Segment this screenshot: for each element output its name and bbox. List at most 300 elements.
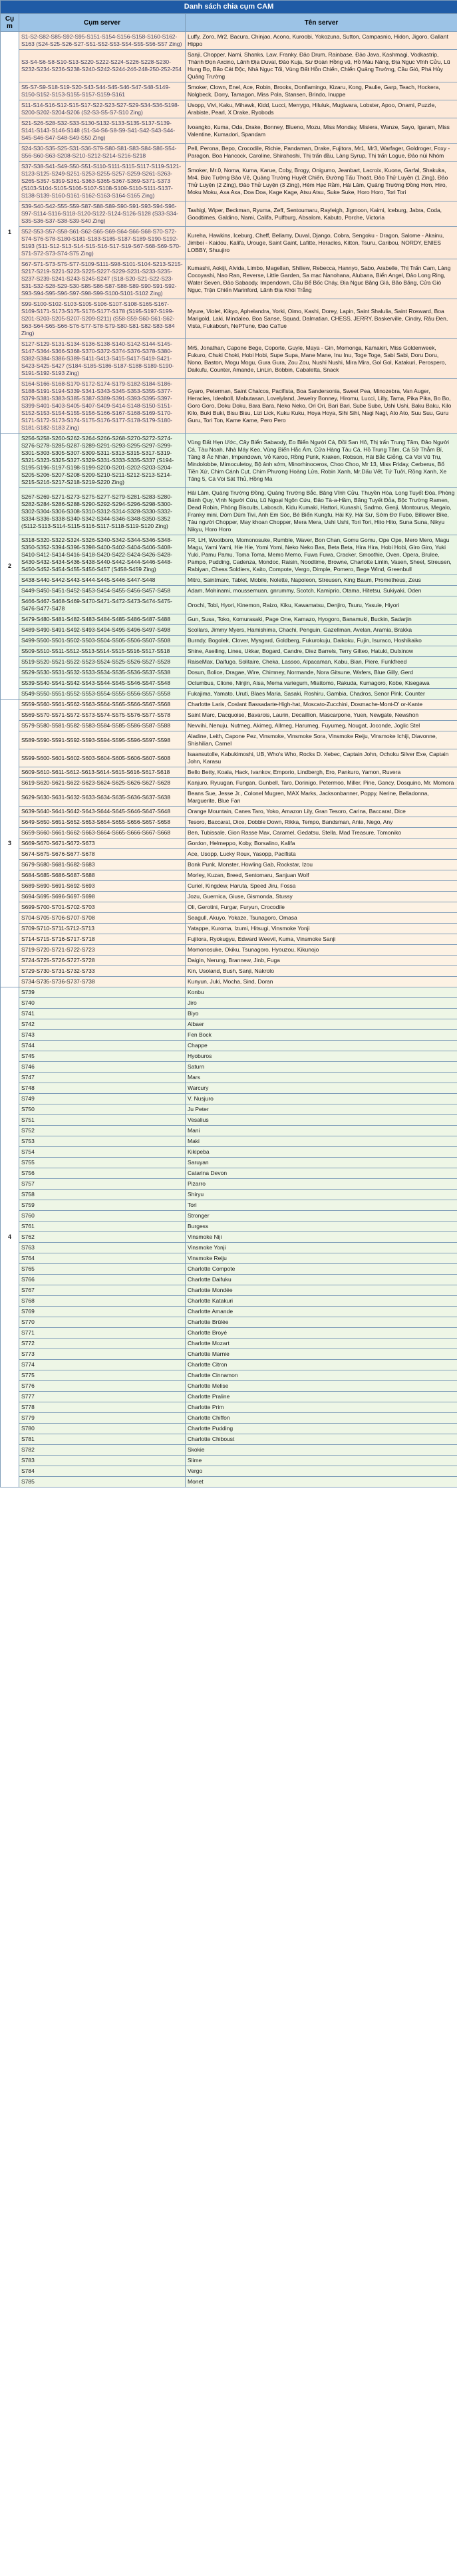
server-names-cell: Charlotte Citron xyxy=(186,1360,457,1370)
table-row xyxy=(1,924,457,934)
cluster-cell: S37-S38-S41-S49-S50-S51-S110-S111-S115-S117-S119-S121-S123-S125-S249-S251-S253-S255-S257-S259-S261-S263-S265-S357-S359-S361-S363-S365-S367-S369-S371-S373 (S103-S104-S105-S106-S107-S108-S109-S110-S111-S137-S138-S139-S160-S161-S162-S163-S164-S165 Zing) xyxy=(19,162,186,201)
server-names-cell: Saint Marc, Dacquoise, Bavarois, Laurin, Decaillion, Mascarpone, Yuen, Newgate, Newshon xyxy=(186,710,457,721)
table-row xyxy=(1,1158,457,1168)
table-row xyxy=(1,1360,457,1370)
server-names-cell: Mr5, Jonathan, Capone Bege, Coporte, Guyle, Maya - Gin, Momonga, Kamakiri, Miss Goldenweek, Fukuro, Chuki Choki, Hobi Hobi, Supe Supa, Mane Mane, Inu Inu, Toge Toge, Sabi Sabi, Doru Doru, Nono, Baston, Mogu Mogu, Gura Gura, Zou Zou, Nushi Nushi, Mira Mira, Gol Gol, Katakuri, Perospero, Daikufu, Counter, Amande, LinLin, Bobbin, Cabaletta, Snack xyxy=(186,339,457,379)
table-row xyxy=(1,689,457,700)
table-row xyxy=(1,1477,457,1487)
table-row xyxy=(1,1402,457,1413)
cluster-cell: S499-S500-S501-S502-S503-S504-S505-S506-S507-S508 xyxy=(19,636,186,646)
cluster-cell: S709-S710-S711-S712-S713 xyxy=(19,924,186,934)
server-names-cell: Tashigi, Wiper, Beckman, Ryuma, Zeff, Sentoumaru, Rayleigh, Jigmoon, Kaimi, Iceburg, Jabra, Coda, Goodtimes, Galdino, Nami, Califa, Pulfburg, Absalom, Kabuto, Porche, Victoria xyxy=(186,201,457,227)
cluster-cell: S11-S14-S16-S12-S15-S17-S22-S23-S27-S29-S34-S36-S198-S200-S202-S204-S206 (S2-S3-S5-S7-S10 Zing) xyxy=(19,100,186,118)
table-row xyxy=(1,1200,457,1211)
table-row xyxy=(1,1296,457,1307)
table-row xyxy=(1,1424,457,1434)
server-names-cell: Tori xyxy=(186,1200,457,1211)
cluster-cell: S762 xyxy=(19,1232,186,1243)
server-names-cell: Octumbus, Clione, Ninjin, Aisa, Mema variegum, Miattomo, Rakuda, Kumagoro, Kobe, Kisegawa xyxy=(186,678,457,689)
server-names-cell: Charlotte Mondée xyxy=(186,1285,457,1296)
table-row xyxy=(1,1019,457,1030)
server-names-cell: Vinsmoke Yonji xyxy=(186,1243,457,1253)
cluster-cell: S684-S685-S686-S687-S688 xyxy=(19,870,186,881)
server-names-cell: Shine, Aseiling, Lines, Ukkar, Bogard, Candre, Diez Barrels, Terry Gilteo, Hatuki, Dulxinow xyxy=(186,646,457,657)
cluster-cell: S21-S26-S28-S32-S33-S130-S132-S133-S135-S137-S139-S141-S143-S146-S148 (S1-S4-S6-S8-S9-S41-S42-S43-S44-S45-S46-S47-S48-S49-S50 Zing) xyxy=(19,118,186,144)
server-names-cell: Burndy, Bogolek, Clover, Mysgard, Goldberg, Fukurokuju, Daikoku, Fujin, Isuraco, Hoshikaiko xyxy=(186,636,457,646)
cluster-cell: S767 xyxy=(19,1285,186,1296)
server-names-cell: Orange Mountain, Canes Taro, Yoko, Amazon Lily, Gran Tesoro, Carina, Baccarat, Dice xyxy=(186,807,457,817)
table-row xyxy=(1,1094,457,1104)
table-row xyxy=(1,934,457,945)
server-names-cell: Maki xyxy=(186,1136,457,1147)
server-names-cell: Ivoangko, Kuma, Oda, Drake, Bonney, Blueno, Mozu, Miss Monday, Misiera, Wanze, Sayo, Igaram, Miss Valentine, Kumadori, Spandam xyxy=(186,118,457,144)
server-names-cell: Fukajima, Yamato, Uruti, Blaes Maria, Sasaki, Roshiru, Gambia, Chadros, Senor Pink, Counter xyxy=(186,689,457,700)
table-row xyxy=(1,987,457,998)
server-names-cell: Konbu xyxy=(186,987,457,998)
cluster-cell: S127-S129-S131-S134-S136-S138-S140-S142-S144-S145-S147-S364-S366-S368-S370-S372-S374-S376-S378-S380-S382-S384-S386-S389-S411-S413-S415-S417-S419-S421-S423-S425-S427 (S184-S185-S186-S187-S188-S189-S190-S191-S192-S193 Zing) xyxy=(19,339,186,379)
server-names-cell: Gun, Susa, Toko, Komurasaki, Page One, Kamazo, Hyogoro, Banamuki, Buckin, Sadarjin xyxy=(186,614,457,625)
cluster-cell: S318-S320-S322-S324-S326-S340-S342-S344-S346-S348-S350-S352-S394-S396-S398-S400-S402-S404-S406-S408-S410-S412-S414-S416-S418-S420-S422-S424-S426-S428-S430-S432-S434-S436-S438-S440-S442-S444-S446-S448-S450-S452-S454-S455-S456-S457 (S458-S459 Zing) xyxy=(19,535,186,575)
cluster-cell: S775 xyxy=(19,1370,186,1381)
server-names-cell: Monet xyxy=(186,1477,457,1487)
cluster-cell: S742 xyxy=(19,1019,186,1030)
table-row xyxy=(1,586,457,596)
table-row xyxy=(1,966,457,977)
server-names-cell: Charlotte Chiboust xyxy=(186,1434,457,1445)
column-header-servers: Tên server xyxy=(186,14,457,32)
cluster-cell: S769 xyxy=(19,1307,186,1317)
cluster-cell: S669-S670-S671-S672-S673 xyxy=(19,838,186,849)
table-row xyxy=(1,201,457,227)
cluster-cell: S743 xyxy=(19,1030,186,1041)
server-names-cell: Charlotte Cinnamon xyxy=(186,1370,457,1381)
cluster-cell: S714-S715-S716-S717-S718 xyxy=(19,934,186,945)
cluster-cell: S256-S258-S260-S262-S264-S266-S268-S270-S272-S274-S276-S278-S285-S287-S289-S291-S293-S295-S297-S299-S301-S303-S305-S307-S309-S311-S313-S315-S317-S319-S321-S323-S325-S327-S329-S331-S333-S335-S337 (S194-S195-S196-S197-S198-S199-S200-S201-S202-S203-S204-S205-S206-S207-S208-S209-S210-S211-S212-S213-S214-S215-S216-S217-S218-S219-S220 Zing) xyxy=(19,434,186,488)
table-row xyxy=(1,1062,457,1073)
table-row xyxy=(1,956,457,966)
server-names-cell: Charlotte Compote xyxy=(186,1264,457,1275)
cluster-cell: S449-S450-S451-S452-S453-S454-S455-S456-S457-S458 xyxy=(19,586,186,596)
table-row xyxy=(1,1349,457,1360)
cluster-cell: S549-S550-S551-S552-S553-S554-S555-S556-S557-S558 xyxy=(19,689,186,700)
cluster-cell: S689-S690-S691-S692-S693 xyxy=(19,881,186,892)
cluster-cell: S774 xyxy=(19,1360,186,1370)
table-row xyxy=(1,849,457,860)
cluster-cell: S771 xyxy=(19,1328,186,1339)
cluster-cell: S67-S71-S73-S75-S77-S109-S111-S98-S101-S104-S213-S215-S217-S219-S221-S223-S225-S227-S229-S231-S233-S235-S237-S239-S241-S243-S245-S247 (S18-S20-S21-S22-S23-S31-S32-S28-S29-S30-S85-S86-S87-S88-S89-S90-S91-S92-S93-S94-S95-S96-S97-S98-S99-S100-S101-S102 Zing) xyxy=(19,259,186,299)
server-names-cell: Charlotte Prim xyxy=(186,1402,457,1413)
table-row xyxy=(1,731,457,749)
cluster-cell: S759 xyxy=(19,1200,186,1211)
cluster-cell: S772 xyxy=(19,1339,186,1349)
server-names-cell: Nevvihi, Nenuju, Nutmeg, Akimeg, Allmeg, Harumeg, Fuyumeg, Nougat, Joconde, Joglic Stel xyxy=(186,721,457,731)
cluster-cell: S758 xyxy=(19,1190,186,1200)
table-row xyxy=(1,1211,457,1222)
cluster-cell: S734-S735-S736-S737-S738 xyxy=(19,977,186,987)
table-row xyxy=(1,118,457,144)
cluster-cell: S729-S730-S731-S732-S733 xyxy=(19,966,186,977)
cluster-cell: S768 xyxy=(19,1296,186,1307)
cluster-cell: S569-S570-S571-S572-S573-S574-S575-S576-S577-S578 xyxy=(19,710,186,721)
cluster-cell: S754 xyxy=(19,1147,186,1158)
server-names-cell: Kanjuro, Ryuugan, Fungan, Gunbell, Taro, Dorinigo, Petermoo, Miller, Pine, Gancy, Dosquino, Mr. Momora xyxy=(186,778,457,789)
table-row xyxy=(1,838,457,849)
cluster-cell: S748 xyxy=(19,1083,186,1094)
cluster-cell: S778 xyxy=(19,1402,186,1413)
table-row xyxy=(1,807,457,817)
cluster-cell: S5-S7-S9-S18-S19-S20-S43-S44-S45-S46-S47-S48-S149-S150-S152-S153-S155-S157-S159-S161 xyxy=(19,82,186,100)
cluster-cell: S267-S269-S271-S273-S275-S277-S279-S281-S283-S280-S282-S284-S286-S288-S290-S292-S294-S296-S298-S300-S302-S304-S306-S308-S310-S312-S314-S328-S330-S332-S334-S336-S338-S340-S342-S344-S346-S348-S350-S352 (S112-S113-S114-S115-S116-S117-S118-S119-S120 Zing) xyxy=(19,488,186,535)
table-row xyxy=(1,1190,457,1200)
table-row xyxy=(1,535,457,575)
server-names-cell: Shiryu xyxy=(186,1190,457,1200)
cluster-cell: S776 xyxy=(19,1381,186,1392)
server-names-cell: Hyoburos xyxy=(186,1051,457,1062)
cluster-cell: S539-S540-S541-S542-S543-S544-S545-S546-S547-S548 xyxy=(19,678,186,689)
cluster-cell: S99-S100-S102-S103-S105-S106-S107-S108-S165-S167-S169-S171-S173-S175-S176-S177-S178 (S195-S197-S199-S201-S203-S205-S207-S209-S211) (S58-S59-S60-S61-S62-S63-S64-S65-S66-S76-S77-S78-S79-S80-S81-S82-S83-S84 Zing) xyxy=(19,299,186,339)
table-row xyxy=(1,977,457,987)
cluster-cell: S780 xyxy=(19,1424,186,1434)
table-row xyxy=(1,902,457,913)
cum-group-label: 4 xyxy=(1,987,19,1487)
table-row xyxy=(1,1275,457,1285)
cluster-cell: S509-S510-S511-S512-S513-S514-S515-S516-S517-S518 xyxy=(19,646,186,657)
server-names-cell: Charlotte Katakuri xyxy=(186,1296,457,1307)
cluster-cell: S773 xyxy=(19,1349,186,1360)
cluster-cell: S1-S2-S82-S85-S92-S95-S151-S154-S156-S158-S160-S162-S163 (S24-S25-S26-S27-S51-S52-S53-S54-S55-S56-S57 Zing) xyxy=(19,32,186,50)
server-names-cell: Vinsmoke Niji xyxy=(186,1232,457,1243)
server-names-cell: Charlotte Melise xyxy=(186,1381,457,1392)
table-row xyxy=(1,1434,457,1445)
server-names-cell: Dosun, Bolice, Dragae, Wire, Chimney, Normande, Nora Gitsune, Wafers, Blue Gilly, Gerd xyxy=(186,668,457,678)
server-names-cell: Tesoro, Baccarat, Dice, Dobble Down, Rikka, Tempo, Bandsman, Ante, Nego, Any xyxy=(186,817,457,828)
table-row xyxy=(1,1339,457,1349)
server-names-cell: Luffy, Zoro, Mr2, Bacura, Chinjao, Acono, Kuroobi, Yokozuna, Sutton, Campasnio, Hidon, Jigoro, Gallant Hippo xyxy=(186,32,457,50)
server-names-cell: Albaer xyxy=(186,1019,457,1030)
server-names-cell: Seagull, Akuyo, Yokaze, Tsunagoro, Omasa xyxy=(186,913,457,924)
table-row xyxy=(1,1179,457,1190)
table-row xyxy=(1,1307,457,1317)
server-names-cell: Kumashi, Aokiji, Alvida, Limbo, Magellan, Shiliew, Rebecca, Hannyo, Sabo, Arabelle, Thị Trấn Cam, Làng Cocoyashi, Nao Ran, Reverse, Little Garden, Sa mạc Nanohana, Alubana, Biển Angel, Đảo Long Ring, Water Seven, Đảo Sabaody, Impendown, Cầu Bể Bốc Cháy, Địa Ngục Băng Giá, Bão Băng, Cửa Gió Ngục, Trận Chiến Marinford, Lãnh Địa Khói Trắng xyxy=(186,259,457,299)
table-row xyxy=(1,1051,457,1062)
cum-group-label: 2 xyxy=(1,434,19,700)
table-row xyxy=(1,596,457,614)
server-names-cell: Charlotte Praline xyxy=(186,1392,457,1402)
server-names-cell: Vùng Đất Hẹn Ước, Cây Biển Sabaody, Eo Biển Người Cá, Đồi San Hô, Thị trấn Trung Tâm, Đảo Người Cá, Tàu Noah, Nhà Máy Kẹo, Vùng Biển Hắc Ám, Cửa Hàng Tàu Cá, Hồ Trung Tâm, Cá Sở Thẳm Bí, Tầng 8 Ác Nhân, Impendown, Vỏ Karoo, Rồng Punk, Kraken, Robson, Hải Bắc Giỏng, Cá Voi Vũ Trụ, Mindolobbe, Mimoculetoy, Bộ ảnh sớm, Minorhinoceros, Choo Choo, Mr 13, Miss Friday, Cerberus, Bố Tiền Xứ, Chim Cánh Cụt, Chim Phượng Hoàng Lửa, Robin Xanh, Mr.Dấu Vết, Tứ Tuởi, Rồng Xanh, Xe Tăng 5, Cá Voi Sát Thủ, Hồng Ma xyxy=(186,434,457,488)
server-names-cell: Ju Peter xyxy=(186,1104,457,1115)
cluster-cell: S489-S490-S491-S492-S493-S494-S495-S496-S497-S498 xyxy=(19,625,186,636)
server-names-cell: Charlotte Broyé xyxy=(186,1328,457,1339)
table-row xyxy=(1,881,457,892)
table-row xyxy=(1,1222,457,1232)
cluster-cell: S756 xyxy=(19,1168,186,1179)
cluster-cell: S694-S695-S696-S697-S698 xyxy=(19,892,186,902)
table-row xyxy=(1,488,457,535)
server-names-cell: Jozu, Guernica, Giuse, Gismonda, Stussy xyxy=(186,892,457,902)
table-row xyxy=(1,1285,457,1296)
server-names-cell: Charlotte Laris, Coslant Bassadarte-High-hat, Moscato-Zucchini, Dosmache-Mont-D' or-Kante xyxy=(186,700,457,710)
cluster-cell: S719-S720-S721-S722-S723 xyxy=(19,945,186,956)
table-row xyxy=(1,1413,457,1424)
server-names-cell: Sanji, Chopper, Nami, Shanks, Law, Franky, Đảo Drum, Rainbase, Đảo Java, Kashmagi, Vodkastrip, Thành Đọn Axcino, Lãnh Địa Duval, Đảo Kuja, Sư Đoàn Hồng vũ, Hồ Màu Nâng, Địa Ngục Vĩnh Cửu, Lũ Hung Bọ, Bão Cát Độc, Nhà Ngục Tối, Vùng Đất Hỗn Chiến, Chiến Quảng Trường, Cầu Gió, Phá Hủy Quảng Trường xyxy=(186,50,457,82)
server-names-cell: Scollars, Jimmy Myers, Hamishima, Chachi, Penguin, Gazellman, Avelan, Aramia, Brakka xyxy=(186,625,457,636)
cluster-cell: S770 xyxy=(19,1317,186,1328)
cluster-cell: S755 xyxy=(19,1158,186,1168)
table-row xyxy=(1,657,457,668)
server-names-cell: Skokie xyxy=(186,1445,457,1456)
server-names-cell: Charlotte Pudding xyxy=(186,1424,457,1434)
table-row xyxy=(1,1136,457,1147)
cluster-cell: S740 xyxy=(19,998,186,1009)
server-names-cell: Slime xyxy=(186,1456,457,1466)
server-names-cell: Aladine, Leith, Capone Pez, Vinsmoke, Vinsmoke Sora, Vinsmoke Reiju, Vinsmoke Ichiji, Diavonne, Shishilian, Carnel xyxy=(186,731,457,749)
table-row xyxy=(1,339,457,379)
cluster-cell: S746 xyxy=(19,1062,186,1073)
cluster-cell: S39-S40-S42-S55-S59-S87-S88-S89-S90-S91-S93-S94-S96-S97-S114-S116-S118-S120-S122-S124-S126-S128 (S33-S34-S35-S36-S37-S38-S39-S40 Zing) xyxy=(19,201,186,227)
server-names-cell: Smoker, Clown, Enel, Ace, Robin, Brooks, Donflamingo, Kizaru, Kong, Paulie, Garp, Teach, Hockera, Nolgbeck, Dorry, Tamagon, Miss Pola, Stansen, Brindo, Inuppe xyxy=(186,82,457,100)
server-names-cell: Adam, Mohinami, moussemuan, gnrummy, Scotch, Kamiprio, Otama, Hitetsu, Sukiyaki, Oden xyxy=(186,586,457,596)
server-names-cell: Momonosuke, Okiku, Tsunagoro, Hyouzou, Kikunojo xyxy=(186,945,457,956)
server-names-cell: Mars xyxy=(186,1073,457,1083)
table-row xyxy=(1,259,457,299)
table-row xyxy=(1,668,457,678)
server-names-cell: Saturn xyxy=(186,1062,457,1073)
table-row xyxy=(1,828,457,838)
cluster-cell: S3-S4-S6-S8-S10-S13-S220-S222-S224-S226-S228-S230-S232-S234-S236-S238-S240-S242-S244-246-248-250-252-254 xyxy=(19,50,186,82)
table-row xyxy=(1,1126,457,1136)
server-names-cell: Kin, Usoland, Bush, Sanji, Nakrolo xyxy=(186,966,457,977)
server-names-cell: Charlotte Mozart xyxy=(186,1339,457,1349)
server-names-cell: Vinsmoke Reiju xyxy=(186,1253,457,1264)
cluster-cell: S609-S610-S611-S612-S613-S614-S615-S616-S617-S618 xyxy=(19,767,186,778)
table-row xyxy=(1,646,457,657)
table-row xyxy=(1,789,457,807)
table-row xyxy=(1,1104,457,1115)
server-names-cell: Fen Bock xyxy=(186,1030,457,1041)
server-names-cell: Oli, Gerotini, Furgar, Furyun, Crocodile xyxy=(186,902,457,913)
server-names-cell: Pizarro xyxy=(186,1179,457,1190)
cluster-cell: S782 xyxy=(19,1445,186,1456)
cluster-cell: S764 xyxy=(19,1253,186,1264)
server-names-cell: Kikipeba xyxy=(186,1147,457,1158)
cluster-cell: S785 xyxy=(19,1477,186,1487)
server-names-cell: Vergo xyxy=(186,1466,457,1477)
table-row xyxy=(1,1317,457,1328)
table-row xyxy=(1,434,457,488)
table-row xyxy=(1,1041,457,1051)
server-names-cell: Bonk Punk, Monster, Howling Gab, Rockstar, Izou xyxy=(186,860,457,870)
server-names-cell: V. Nusjuro xyxy=(186,1094,457,1104)
table-row xyxy=(1,82,457,100)
server-names-cell: Warcury xyxy=(186,1083,457,1094)
cluster-cell: S783 xyxy=(19,1456,186,1466)
cluster-cell: S466-S467-S468-S469-S470-S471-S472-S473-S474-S475-S476-S477-S478 xyxy=(19,596,186,614)
cluster-cell: S760 xyxy=(19,1211,186,1222)
table-row xyxy=(1,1328,457,1339)
cluster-cell: S781 xyxy=(19,1434,186,1445)
table-row xyxy=(1,1073,457,1083)
table-row xyxy=(1,614,457,625)
table-row xyxy=(1,1232,457,1243)
cluster-cell: S777 xyxy=(19,1392,186,1402)
table-row xyxy=(1,575,457,586)
cluster-cell: S479-S480-S481-S482-S483-S484-S485-S486-S487-S488 xyxy=(19,614,186,625)
server-names-cell: Kureha, Hawkins, Iceburg, Cheff, Bellamy, Duval, Django, Cobra, Sengoku - Dragon, Salome - Akainu, Jimbei - Kaidou, Kalifa, Urouge, Saint Gaint, Lafitte, Heracles, Kitton, Tsuru, Caribou, NORDY, ENIES LOBBY, Shuujiro xyxy=(186,227,457,259)
cluster-cell: S779 xyxy=(19,1413,186,1424)
cluster-cell: S699-S700-S701-S702-S703 xyxy=(19,902,186,913)
table-row xyxy=(1,636,457,646)
server-names-cell: Chappe xyxy=(186,1041,457,1051)
cluster-cell: S649-S650-S651-S652-S653-S654-S655-S656-S657-S658 xyxy=(19,817,186,828)
cluster-cell: S589-S590-S591-S592-S593-S594-S595-S596-S597-S598 xyxy=(19,731,186,749)
table-body xyxy=(1,32,457,1487)
table-row xyxy=(1,1147,457,1158)
table-row xyxy=(1,299,457,339)
server-names-cell: Curiel, Kingdew, Haruta, Speed Jiru, Fossa xyxy=(186,881,457,892)
cluster-cell: S679-S680-S681-S682-S683 xyxy=(19,860,186,870)
cum-group-label: 1 xyxy=(1,32,19,434)
cluster-cell: S761 xyxy=(19,1222,186,1232)
table-row xyxy=(1,227,457,259)
server-names-cell: Kunyun, Juki, Mocha, Sind, Doran xyxy=(186,977,457,987)
table-row xyxy=(1,50,457,82)
server-names-cell: Beans Sue, Jesse Jr., Colonel Mugren, MAX Marks, Jacksonbanner, Poppy, Nerine, Belladonna, Marguerite, Blue Fan xyxy=(186,789,457,807)
server-names-cell: Charlotte Chiffon xyxy=(186,1413,457,1424)
table-row xyxy=(1,1466,457,1477)
table-row xyxy=(1,1392,457,1402)
table-row xyxy=(1,892,457,902)
table-row xyxy=(1,1243,457,1253)
table-title: Danh sách chia cụm CAM xyxy=(1,1,457,14)
server-names-cell: Biyo xyxy=(186,1009,457,1019)
cluster-cell: S639-S640-S641-S642-S643-S644-S645-S646-S647-S648 xyxy=(19,807,186,817)
cluster-cell: S753 xyxy=(19,1136,186,1147)
table-row xyxy=(1,678,457,689)
table-row xyxy=(1,1381,457,1392)
cluster-cell: S674-S675-S676-S677-S678 xyxy=(19,849,186,860)
table-row xyxy=(1,817,457,828)
server-names-cell: Gordon, Helmeppo, Koby, Borsalino, Kalifa xyxy=(186,838,457,849)
cluster-cell: S766 xyxy=(19,1275,186,1285)
server-names-cell: Charlotte Marnie xyxy=(186,1349,457,1360)
server-names-cell: Myure, Violet, Kikyo, Aphelandra, Yorki, Oimo, Kashi, Dorey, Lapin, Saint Shalulia, Saint Rosward, Boa Marigold, Laki, Mindaleo, Boa Sanse, Squad, Dalmatian, CHESS, JERRY, Baskerville, Cindry, Râu Đen, Vista, Fukabosh, NePTune, Đảo CaTue xyxy=(186,299,457,339)
server-names-cell: Charlotte Brûlée xyxy=(186,1317,457,1328)
server-names-cell: Pell, Perona, Bepo, Crocodile, Richie, Pandaman, Drake, Fujitora, Mr1, Mr3, Warfager, Goldroger, Foxy - Paragon, Boa Hancock, Caroline, Shirahoshi, Thị trấn đầu, Làng Syrup, Thị trấn Logue, Đảo núi Nhóm xyxy=(186,144,457,162)
table-row xyxy=(1,144,457,162)
table-row xyxy=(1,998,457,1009)
cluster-cell: S659-S660-S661-S662-S663-S664-S665-S666-S667-S668 xyxy=(19,828,186,838)
table-row xyxy=(1,162,457,201)
table-row xyxy=(1,625,457,636)
table-row xyxy=(1,778,457,789)
table-row xyxy=(1,379,457,434)
server-names-cell: Stronger xyxy=(186,1211,457,1222)
table-row xyxy=(1,1083,457,1094)
table-row xyxy=(1,1115,457,1126)
server-names-cell: Ben, Tubissale, Gion Rasse Max, Caramel, Gedatsu, Stella, Mad Treasure, Tomoniko xyxy=(186,828,457,838)
cluster-cell: S704-S705-S706-S707-S708 xyxy=(19,913,186,924)
cluster-cell: S24-S30-S35-S25-S31-S36-S79-S80-S81-S83-S84-S86-S54-S56-S60-S63-S208-S210-S212-S214-S216-S218 xyxy=(19,144,186,162)
table-row xyxy=(1,1009,457,1019)
table-row xyxy=(1,767,457,778)
server-names-cell: Yatappe, Kuroma, Izumi, Hitsugi, Vinsmoke Yonji xyxy=(186,924,457,934)
server-names-cell: Orochi, Tobi, Hyori, Kinemon, Raizo, Kiku, Kawamatsu, Denjiro, Tsuru, Yasuie, Hiyori xyxy=(186,596,457,614)
server-names-cell: Charlotte Amande xyxy=(186,1307,457,1317)
column-header-cluster: Cụm server xyxy=(19,14,186,32)
table-row xyxy=(1,32,457,50)
server-names-cell: Fujitora, Ryokugyu, Edward Weevil, Kuma, Vinsmoke Sanji xyxy=(186,934,457,945)
cluster-cell: S52-S53-S57-S58-S61-S62-S65-S69-S64-S66-S68-S70-S72-S74-S76-S78-S180-S181-S183-S185-S187-S189-S190-S192-S193 (S11-S12-S13-S14-S15-S16-S17-S19-S67-S68-S69-S70-S71-S72-S73-S74-S75 Zing) xyxy=(19,227,186,259)
cluster-cell: S745 xyxy=(19,1051,186,1062)
cluster-cell: S164-S166-S168-S170-S172-S174-S179-S182-S184-S186-S188-S191-S194-S339-S341-S343-S345-S353-S355-S377-S379-S381-S383-S385-S387-S389-S391-S393-S395-S397-S399-S401-S403-S405-S407-S409-S414-S148-S150-S151-S152-S153-S154-S155-S156-S166-S167-S168-S169-S170-S171-S172-S173-S174-S175-S176-S177-S178-S179-S180-S181-S182-S183 Zing) xyxy=(19,379,186,434)
cluster-cell: S739 xyxy=(19,987,186,998)
server-names-cell: Daigin, Nerung, Brannew, Jinb, Fuga xyxy=(186,956,457,966)
table-row xyxy=(1,1264,457,1275)
server-names-cell: Burgess xyxy=(186,1222,457,1232)
table-row xyxy=(1,1456,457,1466)
server-names-cell: Morley, Kuzan, Breed, Sentomaru, Sanjuan Wolf xyxy=(186,870,457,881)
table-row xyxy=(1,1370,457,1381)
table-row xyxy=(1,1253,457,1264)
server-names-cell: Usopp, Vivi, Kaku, Mihawk, Kidd, Lucci, Merrygo, Hiluluk, Mugiwara, Lobster, Apoo, Onami, Puzzle, Arabiste, Pearl, X Drake, Ryobods xyxy=(186,100,457,118)
cluster-cell: S749 xyxy=(19,1094,186,1104)
cluster-cell: S763 xyxy=(19,1243,186,1253)
server-names-cell: Ace, Usopp, Lucky Roux, Yasopp, Pacifista xyxy=(186,849,457,860)
server-names-cell: Hải Lâm, Quảng Trường Đồng, Quảng Trường Bắc, Băng Vĩnh Cửu, Thuyền Hòa, Long Tuyết Đóa, Phòng Bánh Quy, Vịnh Người Cứu, Lũ Ngoại Ngôn Cứu, Đảo Tà-a-Hầm, Băng Tuyết Đỏa, Bộc Trường Ramen, Dead Robin, Phòng Biscuits, Labosch, Kidu Kumaki, Hattori, Kunashi, Sadmo, Genji, Montourus, Megalo, Franky mini, Dòm Dùm Tivi, Anh Em Sóc, Bé Biển Kungfu, Hải Kỳ, Hải Sư, Sớm Đơ Fubo, Billower Bike, Tàu người Chopper, May khoan Chopper, Mera Mera, Ushi Ushi, Tori Tori, Hito Hito, Suna Suna, Nikyu Nikyu, Horo Horo xyxy=(186,488,457,535)
server-names-cell: Vesalius xyxy=(186,1115,457,1126)
cluster-cell: S747 xyxy=(19,1073,186,1083)
table-row xyxy=(1,710,457,721)
cluster-cell: S619-S620-S621-S622-S623-S624-S625-S626-S627-S628 xyxy=(19,778,186,789)
table-row xyxy=(1,1030,457,1041)
table-row xyxy=(1,749,457,767)
cluster-cell: S750 xyxy=(19,1104,186,1115)
server-names-cell: Catarina Devon xyxy=(186,1168,457,1179)
cluster-cell: S751 xyxy=(19,1115,186,1126)
cluster-cell: S724-S725-S726-S727-S728 xyxy=(19,956,186,966)
cluster-cell: S752 xyxy=(19,1126,186,1136)
cluster-cell: S599-S600-S601-S602-S603-S604-S605-S606-S607-S608 xyxy=(19,749,186,767)
table-row xyxy=(1,1445,457,1456)
table-row xyxy=(1,700,457,710)
cluster-cell: S559-S560-S561-S562-S563-S564-S565-S566-S567-S568 xyxy=(19,700,186,710)
table-row xyxy=(1,913,457,924)
server-names-cell: FR, LH, Wootboro, Momonosuke, Rumble, Waver, Bon Chan, Gomu Gomu, Ope Ope, Mero Mero, Magu Magu, Yami Yami, Hie Hie, Yomi Yomi, Neko Neko Bas, Beta Beta, Hira Hira, Hobi Hobi, Giro Giro, Yuki Yuki, Pamu Pamu, Toma Toma, Memo Memo, Fuwa Fuwa, Cracker, Smoothie, Oven, Opera, Brulee, Pampo, Pudding, Cadenza, Mondoc, Raisin, Noodtime, Browne, Charlotte Linlin, Vasen, Sheel, Streusen, Rabiyan, Chess Soldiers, Kaito, Compote, Vergo, Dimple, Pomero, Bege Wind, Greenbull xyxy=(186,535,457,575)
table-row xyxy=(1,860,457,870)
server-names-cell: Isaansutolle, Kabukimoshi, UB, Who's Who, Rocks D. Xebec, Captain John, Ochoku Silver Exe, Captain John, Karasu xyxy=(186,749,457,767)
cluster-cell: S744 xyxy=(19,1041,186,1051)
table-row xyxy=(1,870,457,881)
cluster-cell: S519-S520-S521-S522-S523-S524-S525-S526-S527-S528 xyxy=(19,657,186,668)
cluster-cell: S784 xyxy=(19,1466,186,1477)
table-row xyxy=(1,100,457,118)
cluster-cell: S765 xyxy=(19,1264,186,1275)
cluster-cell: S741 xyxy=(19,1009,186,1019)
server-names-cell: Mani xyxy=(186,1126,457,1136)
server-names-cell: Mitro, Saintmarc, Tablet, Mobile, Nolette, Napoleon, Streusen, King Baum, Prometheus, Zeus xyxy=(186,575,457,586)
server-names-cell: Charlotte Daifuku xyxy=(186,1275,457,1285)
column-header-cum: Cụm xyxy=(1,14,19,32)
server-names-cell: Bello Betty, Koala, Hack, Ivankov, Emporio, Lindbergh, Ero, Pankuro, Yamon, Ruvera xyxy=(186,767,457,778)
cluster-cell: S438-S440-S442-S443-S444-S445-S446-S447-S448 xyxy=(19,575,186,586)
server-names-cell: Gyaro, Peterman, Saint Chalcos, Pacifista, Boa Sandersonia, Sweet Pea, Minozebra, Van Auger, Heracles, Ideaboll, Mabutasan, Lovelyland, Jewelry Bonney, Hiromu, Lucci, Lilly, Tama, Pika Pika, Bo Bo, Goro Goro, Doku Doku, Bara Bara, Neko Neko, Ori Ori, Bari Bari, Sube Sube, Ushi Ushi, Baku Baku, Kilo Kilo, Buki Buki, Bisu Bisu, Lizi Lick, Kuku Kuku, Hoya Hoya, Sihi Sihi, Nagi Nagi, Ato Ato, Suu Suu, Guru Guru, Tori Ton, Kame Kame, Pero Pero xyxy=(186,379,457,434)
table-row xyxy=(1,945,457,956)
cum-group-label: 3 xyxy=(1,700,19,987)
table-row xyxy=(1,721,457,731)
server-names-cell: Smoker, Mr.0, Noma, Kuma, Karue, Coby, Brogy, Onigumo, Jeanbart, Lacroix, Kuona, Garfal, Shakuka, Mr4, Bức Tường Bảo Vệ, Quảng Trường Huyết Chiến, Đường Tấu Thoát, Đảo Thử Luyện (1 Zing), Đảo Thử Luyện (2 Zing), Đảo Thử Luyện (3 Zing), Hẻm Hạc Rầm, Hải Lâm, Quảng Trường Đồng Hơn, Hiro, Moku Moku, Axa Axa, Doa Doa, Kage Kage, Atsu Atsu, Suke Suke, Horo Horo, Tori Tori xyxy=(186,162,457,201)
server-names-cell: Jiro xyxy=(186,998,457,1009)
cluster-cell: S579-S580-S581-S582-S583-S584-S585-S586-S587-S588 xyxy=(19,721,186,731)
